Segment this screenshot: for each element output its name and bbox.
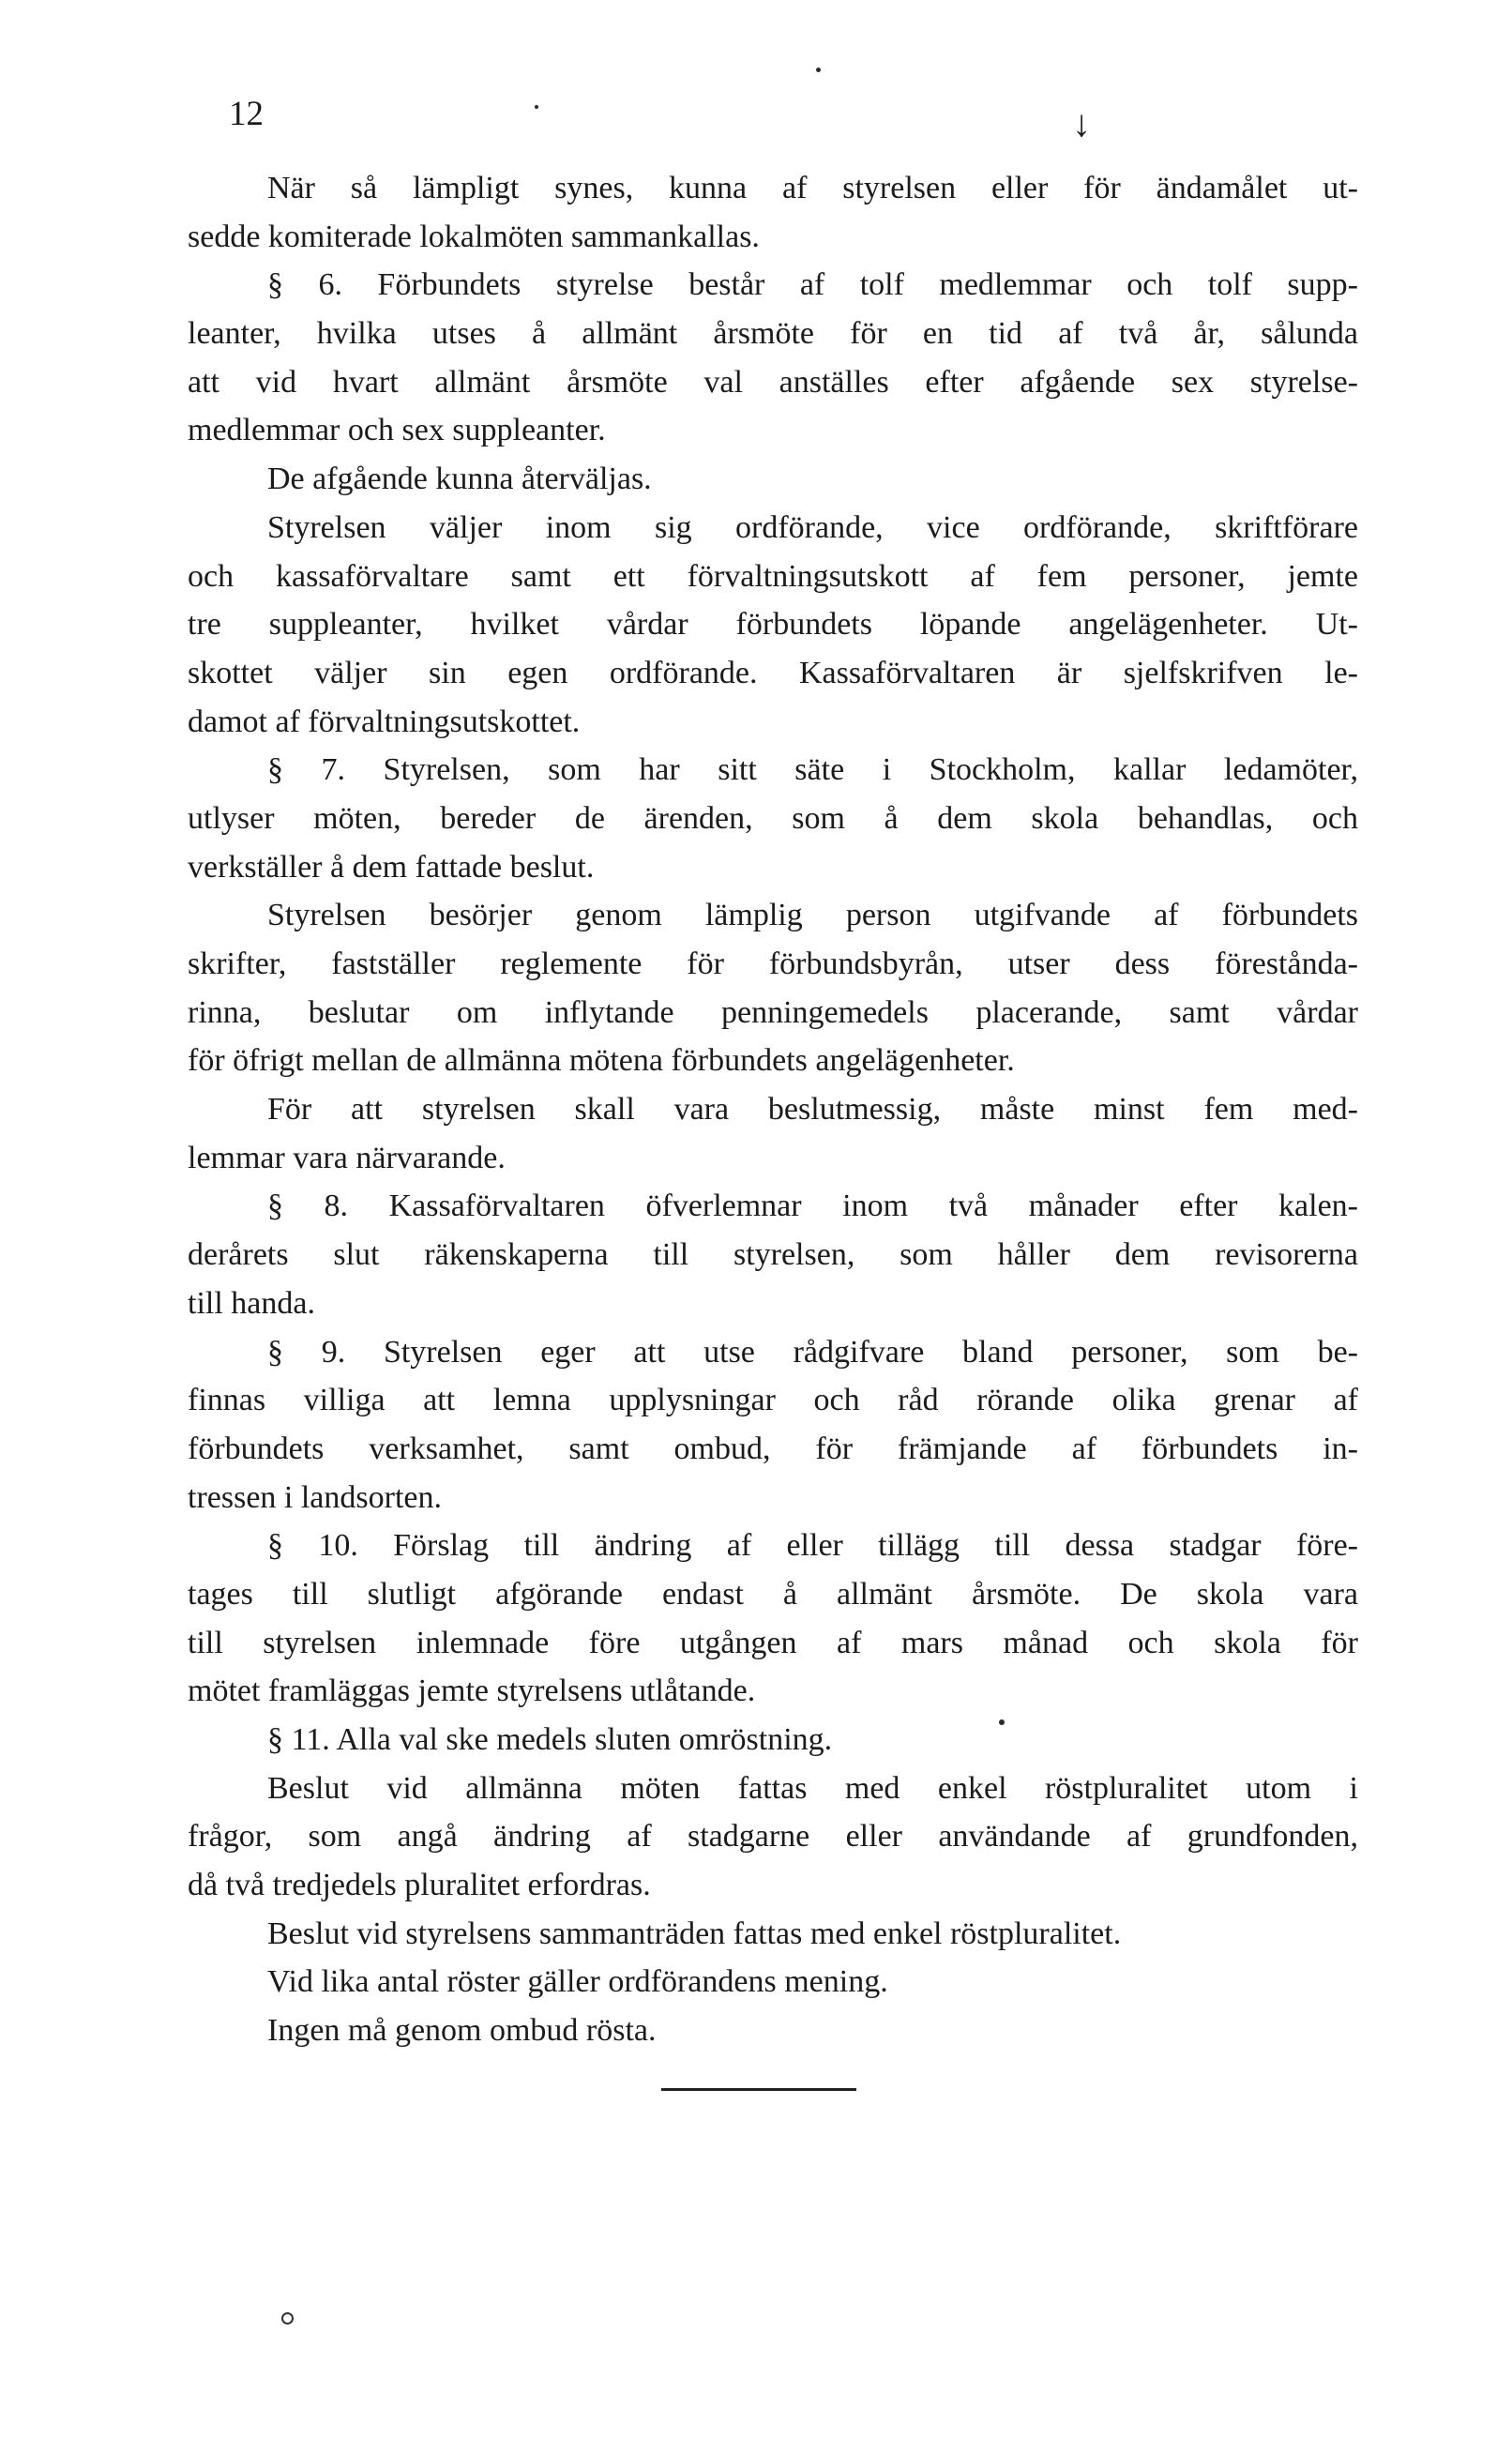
- section-end-rule: [661, 2088, 856, 2091]
- text-line: förbundets verksamhet, samt ombud, för främjande af förbundets in-: [188, 1431, 1358, 1466]
- text-line: sedde komiterade lokalmöten sammankallas.: [188, 219, 760, 254]
- text-line: § 7. Styrelsen, som har sitt säte i Stockholm, kallar ledamöter,: [267, 752, 1358, 788]
- text-line: skottet väljer sin egen ordförande. Kassaförvaltaren är sjelfskrifven le-: [188, 655, 1358, 690]
- text-line: damot af förvaltningsutskottet.: [188, 704, 581, 739]
- text-line: verkställer å dem fattade beslut.: [188, 849, 595, 885]
- text-line: för öfrigt mellan de allmänna mötena förbundets angelägenheter.: [188, 1043, 1015, 1079]
- text-line: mötet framläggas jemte styrelsens utlåtande.: [188, 1673, 756, 1709]
- ink-speck: [535, 105, 538, 109]
- text-line: lemmar vara närvarande.: [188, 1140, 506, 1175]
- page-ink-circle: [281, 2312, 294, 2324]
- text-line: Ingen må genom ombud rösta.: [267, 2013, 657, 2049]
- text-line: tressen i landsorten.: [188, 1479, 442, 1515]
- text-line: Beslut vid allmänna möten fattas med enkel röstpluralitet utom i: [267, 1770, 1358, 1806]
- text-line: då två tredjedels pluralitet erfordras.: [188, 1868, 651, 1903]
- text-body: [188, 164, 1358, 2055]
- text-line: frågor, som angå ändring af stadgarne eller användande af grundfonden,: [188, 1819, 1358, 1855]
- text-line: till handa.: [188, 1285, 315, 1321]
- text-line: Vid lika antal röster gäller ordförandens mening.: [267, 1964, 888, 2000]
- text-line: derårets slut räkenskaperna till styrelsen, som håller dem revisorerna: [188, 1237, 1358, 1273]
- text-line: § 6. Förbundets styrelse består af tolf medlemmar och tolf supp-: [267, 267, 1358, 303]
- text-line: De afgående kunna återväljas.: [267, 462, 652, 497]
- text-line: skrifter, fastställer reglemente för förbundsbyrån, utser dess förestånda-: [188, 946, 1358, 981]
- text-line: Beslut vid styrelsens sammanträden fattas med enkel röstpluralitet.: [267, 1916, 1122, 1951]
- text-line: leanter, hvilka utses å allmänt årsmöte för en tid af två år, sålunda: [188, 316, 1358, 352]
- text-line: finnas villiga att lemna upplysningar och råd rörande olika grenar af: [188, 1383, 1358, 1418]
- text-line: Styrelsen väljer inom sig ordförande, vice ordförande, skriftförare: [267, 509, 1358, 545]
- text-line: att vid hvart allmänt årsmöte val anställes efter afgående sex styrelse-: [188, 364, 1358, 400]
- text-line: rinna, beslutar om inflytande penningemedels placerande, samt vårdar: [188, 994, 1358, 1030]
- text-line: För att styrelsen skall vara beslutmessig, måste minst fem med-: [267, 1092, 1358, 1128]
- text-line: tages till slutligt afgörande endast å allmänt årsmöte. De skola vara: [188, 1576, 1358, 1612]
- ink-speck: [816, 68, 821, 72]
- text-line: Styrelsen besörjer genom lämplig person utgifvande af förbundets: [267, 898, 1358, 933]
- ink-mark-arrow: ↓: [1072, 102, 1091, 144]
- text-line: tre suppleanter, hvilket vårdar förbundets löpande angelägenheter. Ut-: [188, 607, 1358, 643]
- text-line: utlyser möten, bereder de ärenden, som å dem skola behandlas, och: [188, 800, 1358, 836]
- text-line: § 8. Kassaförvaltaren öfverlemnar inom två månader efter kalen-: [267, 1189, 1358, 1224]
- text-line: medlemmar och sex suppleanter.: [188, 413, 606, 448]
- text-line: till styrelsen inlemnade före utgången af mars månad och skola för: [188, 1625, 1358, 1660]
- text-line: och kassaförvaltare samt ett förvaltningsutskott af fem personer, jemte: [188, 558, 1358, 594]
- text-line: § 9. Styrelsen eger att utse rådgifvare bland personer, som be-: [267, 1334, 1358, 1370]
- text-line: § 11. Alla val ske medels sluten omröstning.: [267, 1722, 833, 1757]
- page-number: 12: [229, 95, 264, 133]
- text-line: När så lämpligt synes, kunna af styrelsen eller för ändamålet ut-: [267, 171, 1358, 205]
- text-line: § 10. Förslag till ändring af eller tillägg till dessa stadgar före-: [267, 1528, 1358, 1564]
